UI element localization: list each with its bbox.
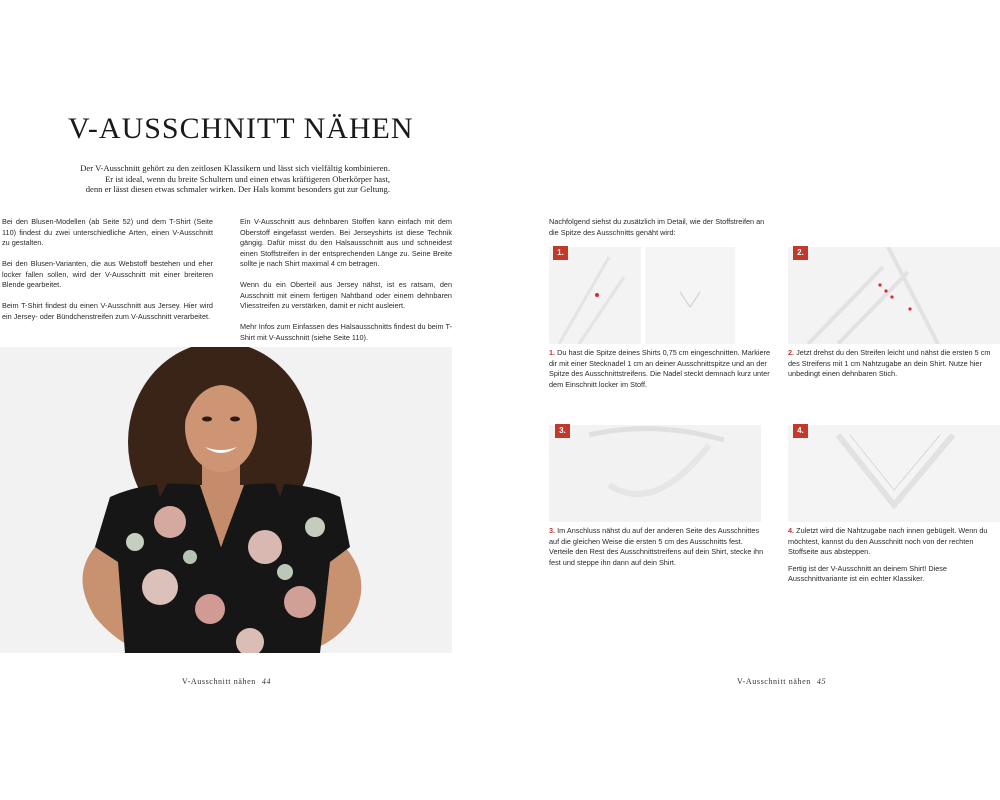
paragraph: Beim T-Shirt findest du einen V-Ausschnitt aus Jersey. Hier wird ein Jersey- oder Bündchenstreifen zum V-Ausschnitt verarbeitet. [2,301,213,321]
step-text: Im Anschluss nähst du auf der anderen Seite des Ausschnittes auf die gleichen Weise die ersten 5 cm des Ausschnitts fest. Verteile den Rest des Ausschnittstreifens auf dein Shirt, stecke ihn fest und steppe ihn dann auf dein Shirt. [549,526,764,567]
paragraph: Ein V-Ausschnitt aus dehnbaren Stoffen kann einfach mit dem Oberstoff eingefasst werden. Bei Jerseyshirts ist diese Technik gängig. Dafür misst du den Halsausschnitt aus und schneidest einen Stoffstreifen in der entsprechenden Länge zu. Seine Breite sollte je nach Shirt maximal 4 cm betragen. [240,217,452,268]
step-2-caption [788,348,1000,380]
paragraph: Bei den Blusen-Modellen (ab Seite 52) und dem T-Shirt (Seite 110) findest du zwei unterschiedliche Arten, einen V-Ausschnitt zu gestalten. [2,217,213,247]
footer-label: V-Ausschnitt nähen [182,677,256,686]
step-1-caption [549,348,777,390]
intro-text [60,163,390,195]
step-closing-text: Fertig ist der V-Ausschnitt an deinem Shirt! Diese Ausschnittvariante ist ein echter Klassiker. [788,563,947,583]
step-3-photo [549,425,761,522]
step-4-photo [788,425,1000,522]
page-footer-right [737,677,826,686]
model-photo [0,347,452,653]
text-column-1 [2,217,213,333]
page-title: V-AUSSCHNITT NÄHEN [68,112,414,145]
intro-line: denn er lässt diesen etwas schmaler wirken. Der Hals kommt besonders gut zur Geltung. [85,184,390,194]
step-4-caption [788,526,1000,591]
step-1-photo-a [549,247,641,344]
step-badge: 3. [555,424,570,438]
step-badge: 2. [793,246,808,260]
step-3-caption [549,526,767,568]
steps-intro: Nachfolgend siehst du zusätzlich im Detail, wie der Stoffstreifen an die Spitze des Ausschnitts genäht wird: [549,217,765,237]
step-text: Jetzt drehst du den Streifen leicht und nähst die ersten 5 cm des Streifens mit 1 cm Nahtzugabe an dein Shirt. Nutze hier unbedingt einen dehnbaren Stich. [788,348,991,378]
step-number: 1. [549,348,556,357]
intro-line: Der V-Ausschnitt gehört zu den zeitlosen Klassikern und lässt sich vielfältig kombinieren. [80,163,390,173]
step-badge: 1. [553,246,568,260]
step-text: Zuletzt wird die Nahtzugabe nach innen gebügelt. Wenn du möchtest, kannst du den Ausschnitt noch von der rechten Stoffseite aus absteppen. [788,526,988,556]
page-footer-left [182,677,271,686]
paragraph: Bei den Blusen-Varianten, die aus Webstoff bestehen und eher locker fallen sollen, wird der V-Ausschnitt mit einer breiteren Blende gearbeitet. [2,259,213,289]
paragraph: Mehr Infos zum Einfassen des Halsausschnitts findest du beim T-Shirt mit V-Ausschnitt (siehe Seite 110). [240,322,452,342]
step-2-photo [788,247,1000,344]
footer-label: V-Ausschnitt nähen [737,677,811,686]
step-number: 3. [549,526,556,535]
step-number: 4. [788,526,795,535]
text-column-2 [240,217,452,354]
step-1-photo-b [645,247,735,344]
step-paragraph [788,526,1000,558]
paragraph: Wenn du ein Oberteil aus Jersey nähst, ist es ratsam, den Ausschnitt mit einem fertigen Nahtband oder einem dehnbaren Vliesstreifen zu verstärken, damit er nicht ausleiert. [240,280,452,310]
page-number: 44 [261,677,272,686]
step-number: 2. [788,348,795,357]
step-text: Du hast die Spitze deines Shirts 0,75 cm eingeschnitten. Markiere dir mit einer Stecknadel 1 cm an deiner Ausschnittspitze und an der Spitze des Ausschnittstreifens. Die Nadel steckt demnach kurz unter dem Einschnitt locker im Stoff. [549,348,771,389]
page-number: 45 [816,677,827,686]
intro-line: Er ist ideal, wenn du breite Schultern und einen etwas kräftigeren Oberkörper hast, [105,173,390,184]
step-badge: 4. [793,424,808,438]
